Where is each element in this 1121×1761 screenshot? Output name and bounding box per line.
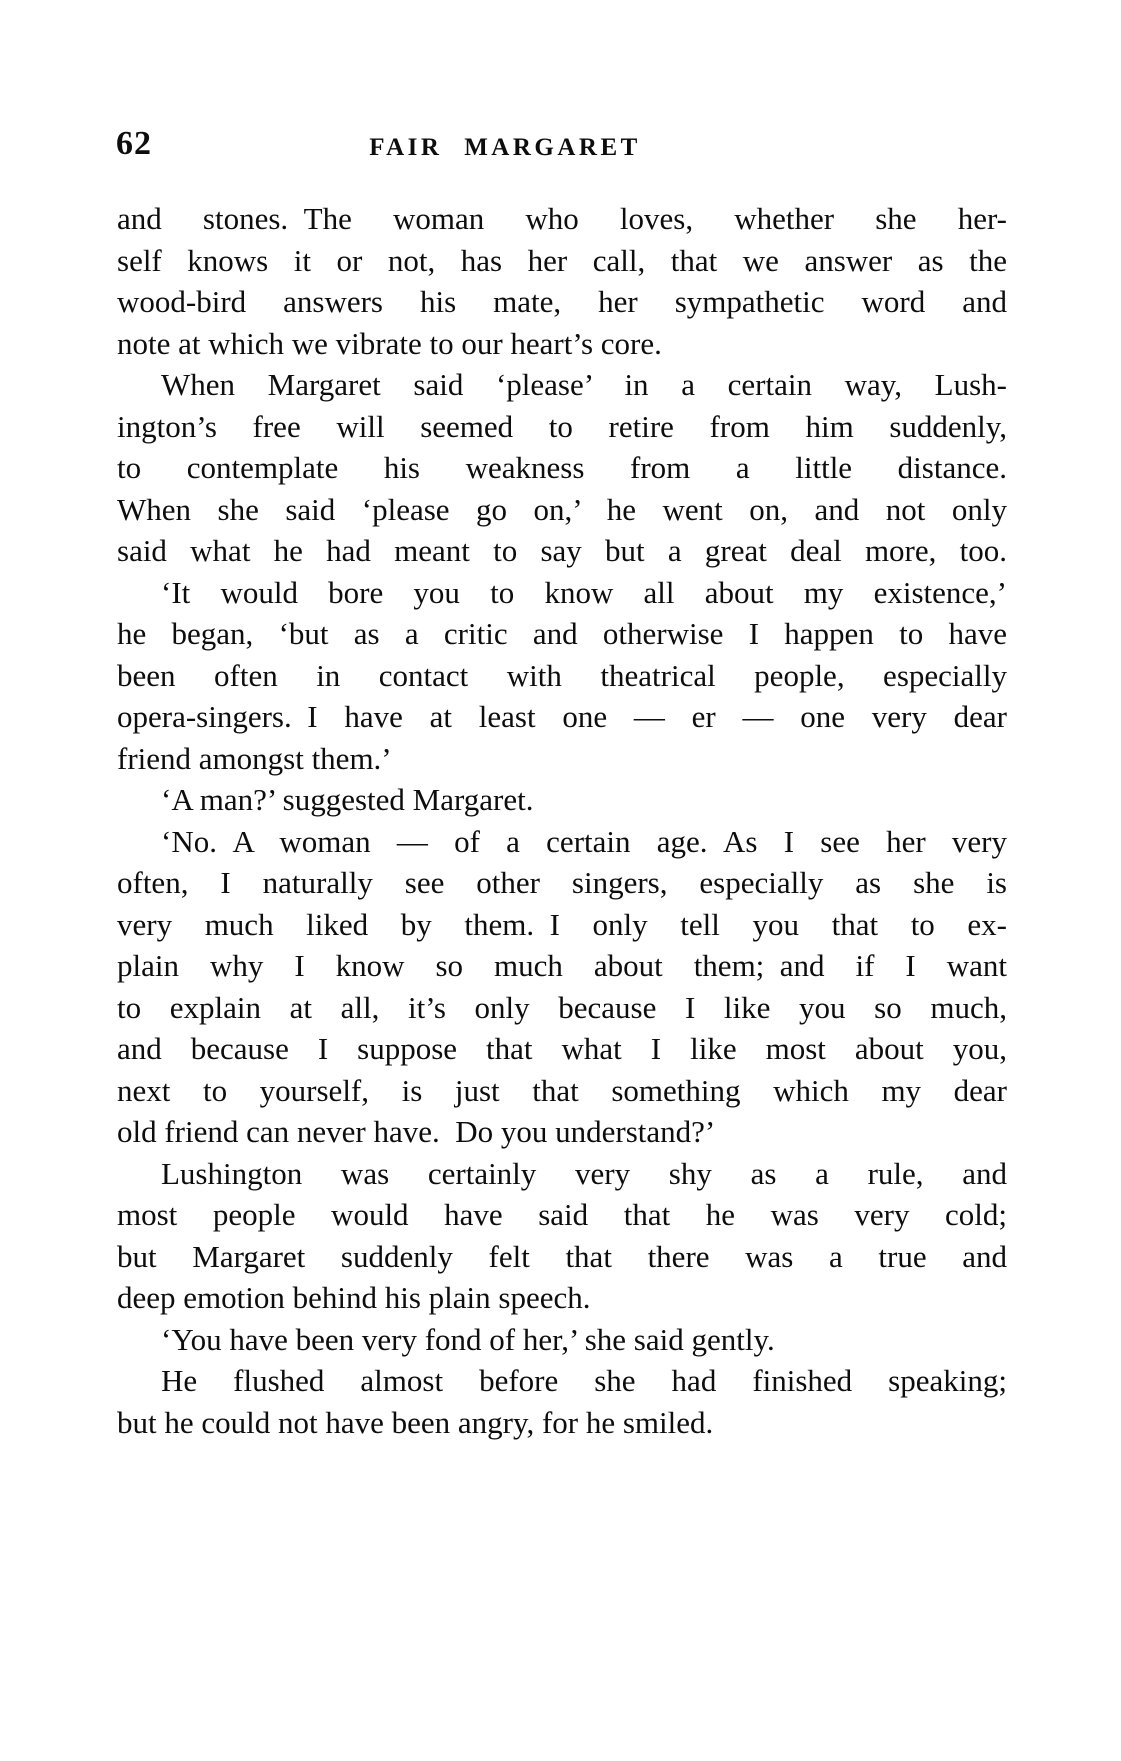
text-line: wood-bird answers his mate, her sympathetic word and	[117, 284, 1007, 319]
running-title: FAIR MARGARET	[369, 134, 641, 161]
text-line: ‘A man?’ suggested Margaret.	[161, 782, 534, 817]
text-line: very much liked by them. I only tell you that to ex-	[117, 906, 1007, 942]
text-line: ington’s free will seemed to retire from him suddenly,	[117, 408, 1007, 444]
text-line: and stones. The woman who loves, whether she her-	[117, 201, 1007, 236]
text-line: plain why I know so much about them; and if I want	[117, 948, 1007, 983]
text-line: self knows it or not, has her call, that we answer as the	[117, 242, 1007, 278]
text-line: friend amongst them.’	[117, 740, 392, 776]
text-line: been often in contact with theatrical people, especially	[117, 657, 1007, 693]
text-line: but he could not have been angry, for he smiled.	[117, 1404, 714, 1440]
text-line: often, I naturally see other singers, especially as she is	[117, 865, 1007, 900]
text-line: deep emotion behind his plain speech.	[117, 1280, 591, 1315]
text-line: and because I suppose that what I like most about you,	[117, 1031, 1007, 1066]
text-line: note at which we vibrate to our heart’s core.	[117, 325, 662, 361]
text-line: He flushed almost before she had finished speaking;	[161, 1363, 1007, 1398]
text-line: to contemplate his weakness from a little distance.	[117, 450, 1007, 485]
paragraph-6	[117, 1153, 1007, 1319]
text-line: When she said ‘please go on,’ he went on, and not only	[117, 491, 1007, 527]
text-line: ‘No. A woman — of a certain age. As I see her very	[161, 823, 1007, 859]
paragraph-3	[117, 572, 1007, 780]
text-line: to explain at all, it’s only because I like you so much,	[117, 989, 1007, 1025]
paragraph-7	[117, 1319, 1007, 1361]
text-line: most people would have said that he was very cold;	[117, 1197, 1007, 1232]
paragraph-1	[117, 198, 1007, 364]
body-text	[117, 198, 1007, 1443]
text-line: Lushington was certainly very shy as a rule, and	[161, 1155, 1007, 1191]
text-line: ‘You have been very fond of her,’ she said gently.	[161, 1321, 775, 1357]
text-line: ‘It would bore you to know all about my existence,’	[161, 574, 1007, 610]
paragraph-4	[117, 779, 1007, 821]
text-line: When Margaret said ‘please’ in a certain way, Lush-	[161, 367, 1007, 402]
text-line: old friend can never have. Do you understand?’	[117, 1114, 716, 1149]
text-line: he began, ‘but as a critic and otherwise I happen to have	[117, 616, 1007, 651]
text-line: opera-singers. I have at least one — er — one very dear	[117, 699, 1007, 734]
page-number: 62	[116, 125, 152, 162]
paragraph-8	[117, 1360, 1007, 1443]
text-line: said what he had meant to say but a great deal more, too.	[117, 533, 1007, 568]
text-line: but Margaret suddenly felt that there was a true and	[117, 1238, 1007, 1274]
paragraph-2	[117, 364, 1007, 572]
paragraph-5	[117, 821, 1007, 1153]
text-line: next to yourself, is just that something which my dear	[117, 1072, 1007, 1108]
